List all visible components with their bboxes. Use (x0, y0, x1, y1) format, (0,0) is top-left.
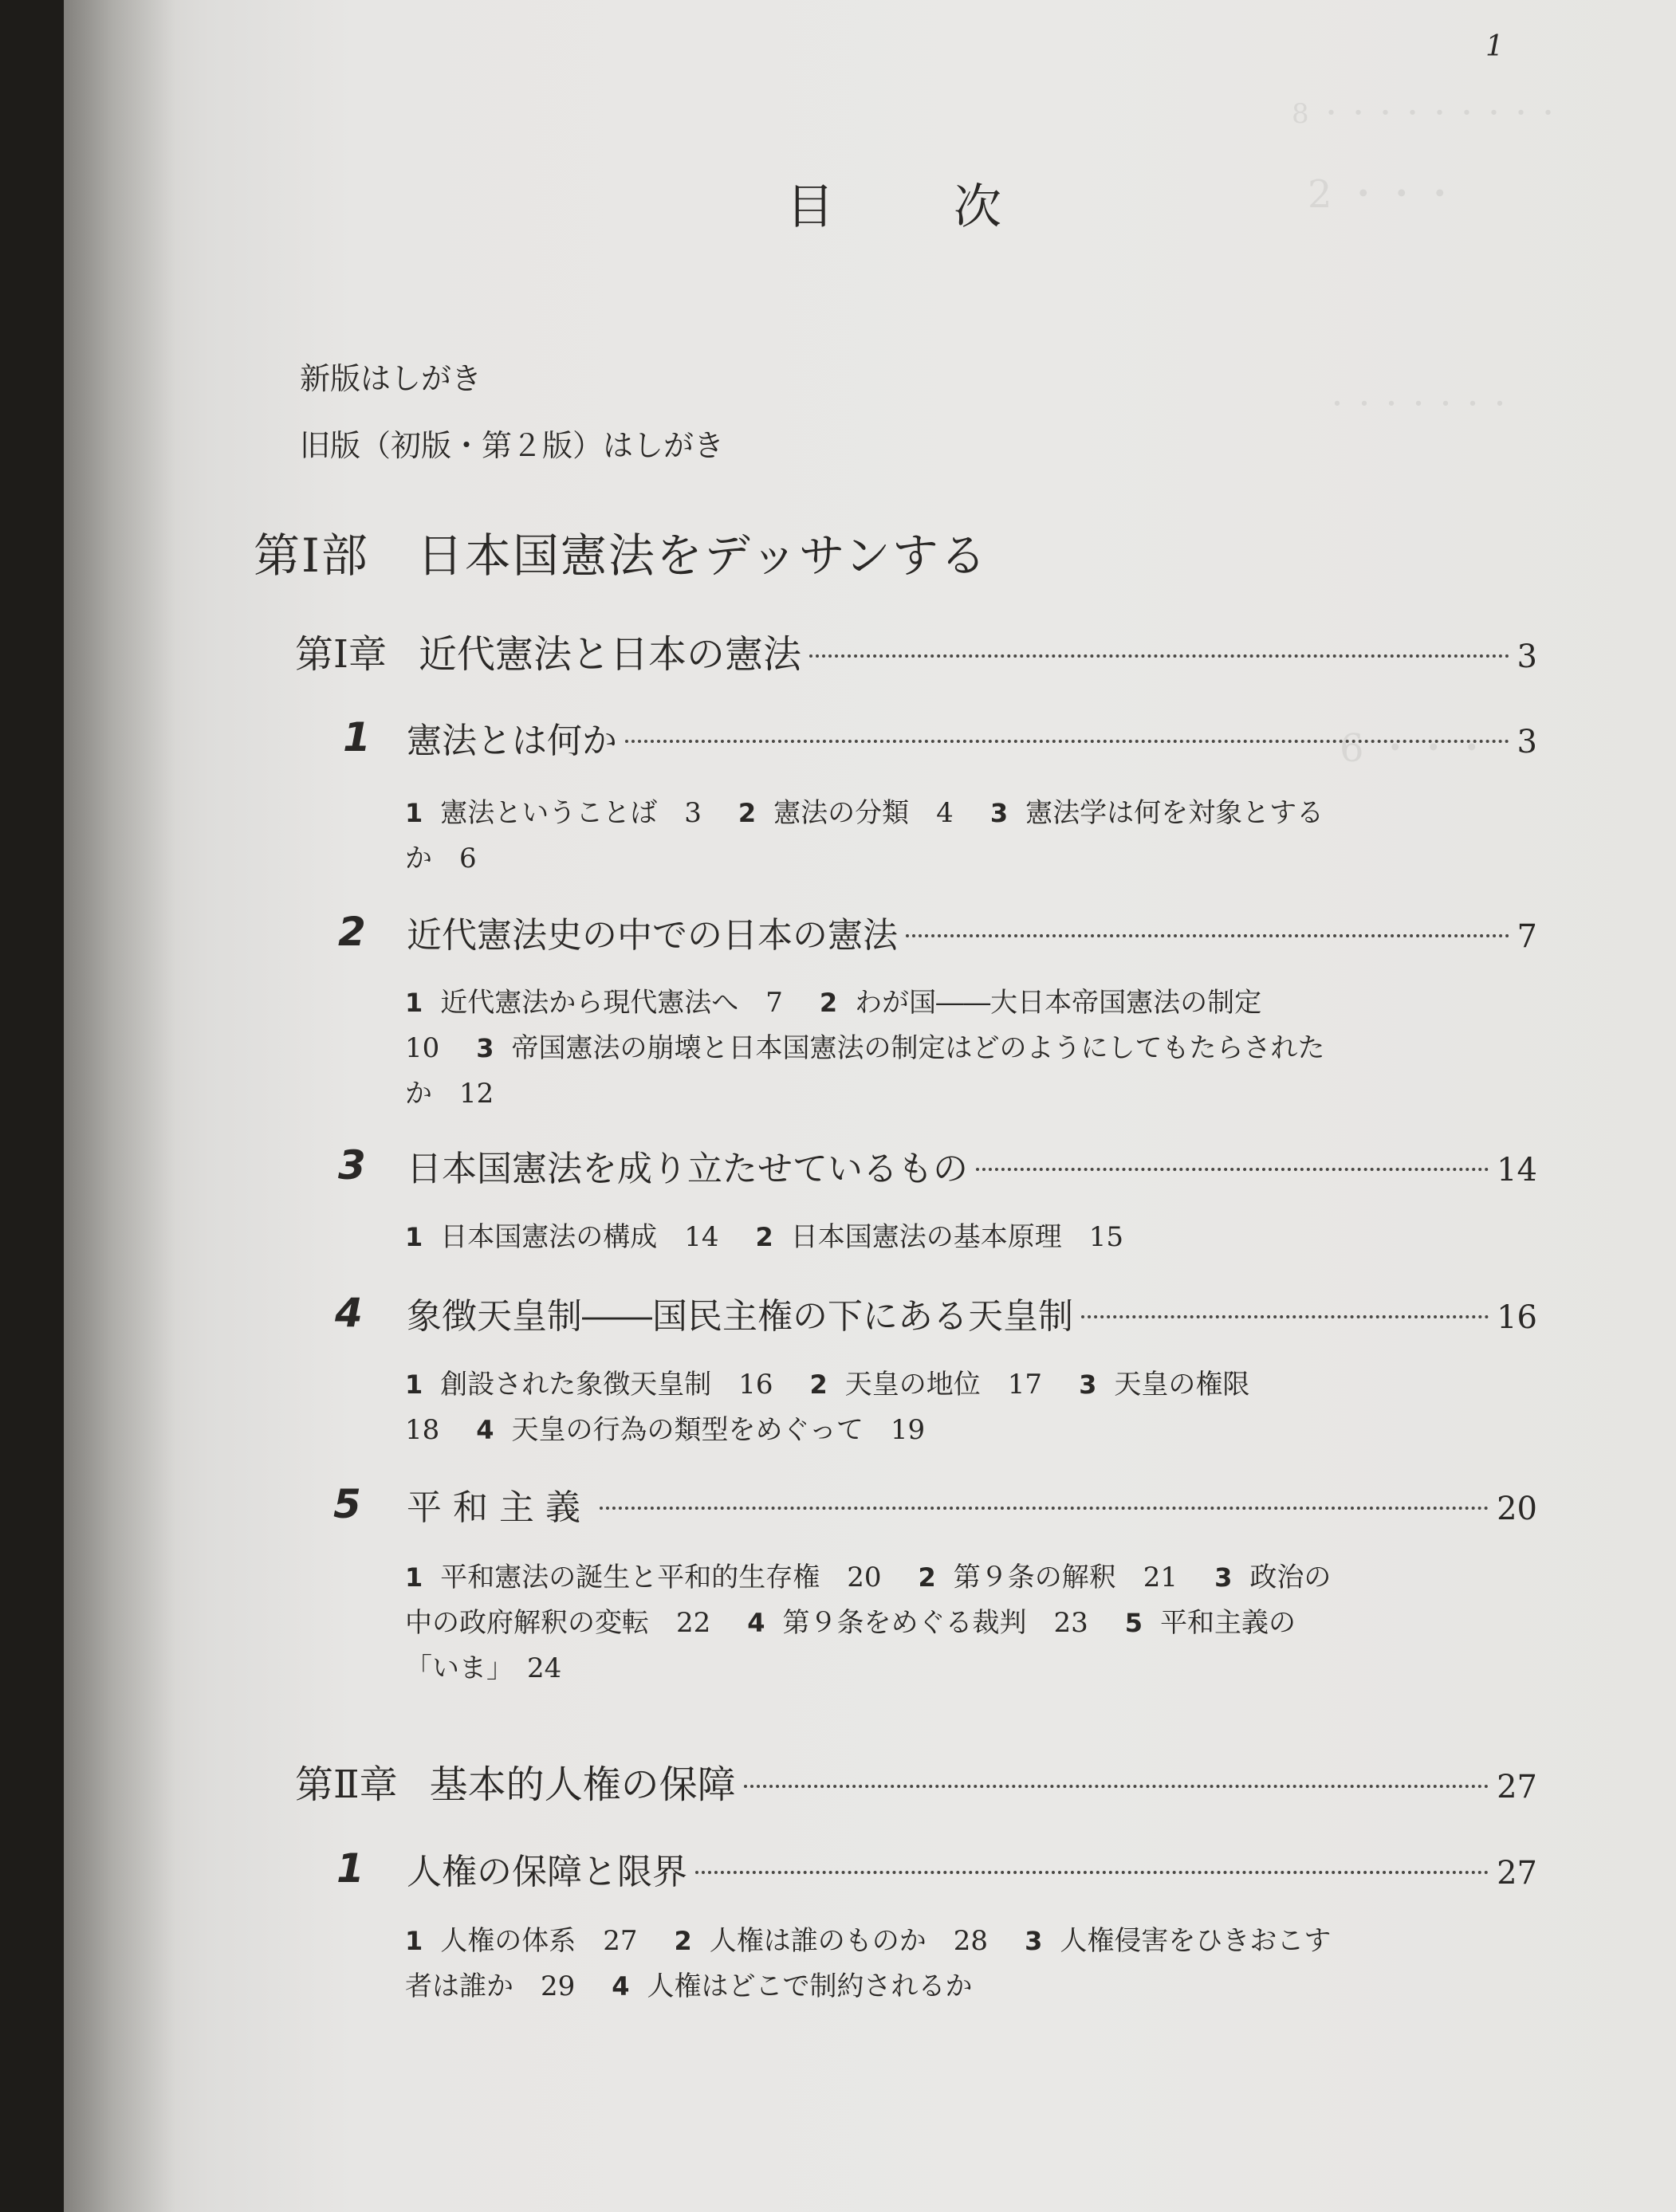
subsection-number: 4 (476, 1415, 494, 1445)
section-heading (407, 1843, 1537, 1894)
subsection-entry: 天皇の地位 17 (844, 1369, 1043, 1401)
subsection-list (405, 980, 1346, 1117)
page-ref: 7 (1517, 918, 1537, 955)
subsection-entry: 人権の体系 27 (440, 1925, 638, 1957)
subsection-entry: 憲法ということば 3 (440, 797, 702, 829)
section-title: 平和主義 (407, 1487, 592, 1528)
part-label: 第Ⅰ部 (254, 528, 369, 583)
subsection-number: 1 (405, 798, 423, 828)
chapter-heading (295, 1754, 1537, 1809)
subsection-entry: 帝国憲法の崩壊と日本国憲法の制定はどのようにしてもたらされたか 12 (405, 1032, 1325, 1110)
section-heading (407, 712, 1537, 763)
page-number: 1 (1485, 30, 1504, 63)
subsection-entry: 人権はどこで制約されるか (647, 1970, 973, 2002)
subsection-entry: 創設された象徴天皇制 16 (440, 1369, 773, 1401)
chapter-label: 第Ⅱ章 (295, 1762, 398, 1807)
chapter-heading (295, 623, 1537, 678)
section-number: 1 (343, 714, 371, 760)
preface-old-edition: 旧版（初版・第２版）はしがき (300, 428, 725, 463)
subsection-number: 2 (918, 1562, 936, 1593)
subsection-entry: 人権侵害をひきおこす者は誰か 29 (405, 1925, 1332, 2002)
bleed-through-text: 2 ・・・ (1308, 172, 1459, 217)
preface-new-edition: 新版はしがき (300, 361, 482, 396)
subsection-number: 2 (755, 1222, 773, 1252)
subsection-list (405, 791, 1346, 882)
section-heading (407, 906, 1537, 957)
dot-leader (809, 654, 1509, 658)
subsection-entry: 日本国憲法の基本原理 15 (790, 1221, 1124, 1253)
subsection-number: 3 (1079, 1369, 1097, 1400)
page-ref: 14 (1497, 1152, 1537, 1189)
bleed-through-text: 8 ・・・・・・・・・ (1292, 98, 1562, 130)
section-heading (407, 1287, 1537, 1338)
subsection-number: 1 (405, 1222, 423, 1252)
subsection-list (405, 1555, 1346, 1691)
dot-leader (906, 934, 1509, 937)
subsection-entry: 第９条をめぐる裁判 23 (782, 1607, 1088, 1639)
section-title: 象徴天皇制――国民主権の下にある天皇制 (407, 1296, 1073, 1337)
subsection-entry: 政治の中の政府解釈の変転 22 (405, 1562, 1332, 1639)
section-number: 2 (338, 909, 366, 955)
subsection-number: 5 (1124, 1608, 1143, 1638)
chapter-title: 基本的人権の保障 (429, 1762, 736, 1807)
subsection-entry: 天皇の行為の類型をめぐって 19 (511, 1414, 926, 1446)
dot-leader (744, 1785, 1489, 1788)
subsection-number: 1 (405, 1369, 423, 1400)
subsection-number: 3 (476, 1033, 494, 1063)
section-title: 憲法とは何か (407, 721, 617, 761)
section-title: 日本国憲法を成り立たせているもの (407, 1149, 968, 1189)
part-heading (254, 518, 988, 585)
page-ref: 3 (1517, 724, 1537, 760)
dot-leader (976, 1168, 1489, 1171)
subsection-number: 2 (674, 1926, 692, 1956)
section-number: 4 (335, 1290, 363, 1336)
subsection-number: 3 (989, 798, 1009, 828)
part-title: 日本国憲法をデッサンする (416, 528, 988, 583)
dot-leader (625, 740, 1509, 743)
bleed-through-text: ・・・・・・・ (1324, 389, 1513, 421)
chapter-title: 近代憲法と日本の憲法 (418, 632, 801, 677)
subsection-list (405, 1919, 1346, 2010)
subsection-entry: 平和憲法の誕生と平和的生存権 20 (440, 1562, 882, 1593)
subsection-entry: 日本国憲法の構成 14 (440, 1221, 719, 1253)
dot-leader (600, 1507, 1489, 1510)
subsection-entry: 憲法学は何を対象とするか 6 (405, 797, 1324, 874)
subsection-entry: 近代憲法から現代憲法へ 7 (440, 987, 783, 1019)
subsection-number: 4 (747, 1608, 765, 1638)
page-ref: 27 (1497, 1855, 1537, 1892)
subsection-entry: 第９条の解釈 21 (953, 1562, 1178, 1593)
subsection-number: 2 (819, 988, 838, 1018)
chapter-label: 第Ⅰ章 (295, 632, 387, 677)
subsection-number: 1 (405, 1562, 423, 1593)
page-ref: 20 (1497, 1491, 1537, 1527)
subsection-list (405, 1215, 1346, 1260)
subsection-number: 2 (809, 1369, 828, 1400)
subsection-number: 1 (405, 988, 423, 1018)
section-number: 1 (336, 1845, 364, 1892)
page-ref: 27 (1497, 1769, 1537, 1805)
page-ref: 3 (1517, 638, 1537, 675)
subsection-entry: 平和主義の「いま」 24 (405, 1607, 1296, 1684)
section-heading (407, 1140, 1537, 1191)
section-heading (407, 1479, 1537, 1530)
book-page (64, 0, 1676, 2212)
dot-leader (1081, 1315, 1489, 1318)
subsection-entry: わが国――大日本帝国憲法の制定 10 (405, 987, 1289, 1064)
section-title: 人権の保障と限界 (407, 1852, 687, 1892)
subsection-number: 3 (1025, 1926, 1043, 1956)
page-ref: 16 (1497, 1299, 1537, 1336)
subsection-list (405, 1362, 1346, 1453)
subsection-number: 1 (405, 1926, 423, 1956)
section-number: 5 (333, 1481, 361, 1527)
section-number: 3 (338, 1142, 366, 1189)
subsection-number: 4 (612, 1971, 630, 2002)
subsection-entry: 天皇の権限 18 (405, 1369, 1277, 1446)
subsection-entry: 憲法の分類 4 (773, 797, 954, 829)
page-title: 目次 (786, 179, 1121, 235)
subsection-entry: 人権は誰のものか 28 (709, 1925, 989, 1957)
dot-leader (695, 1871, 1489, 1874)
bleed-through-text: 6 ・・・ (1340, 726, 1491, 771)
section-title: 近代憲法史の中での日本の憲法 (407, 915, 898, 956)
subsection-number: 2 (738, 798, 757, 828)
subsection-number: 3 (1214, 1562, 1233, 1593)
